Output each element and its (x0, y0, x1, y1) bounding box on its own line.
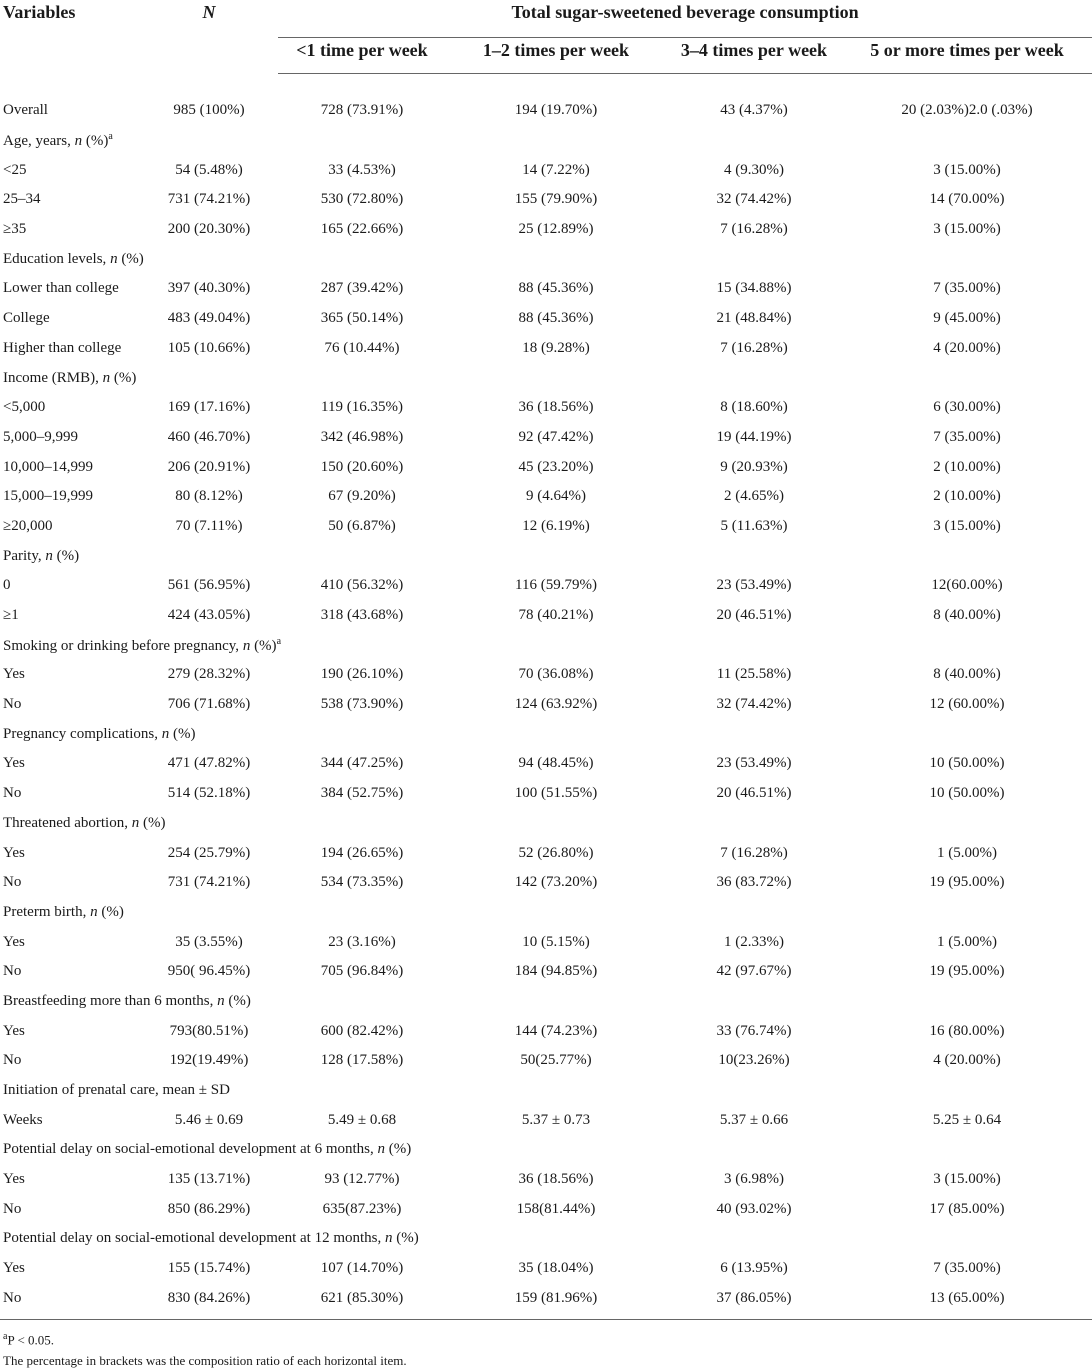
section-row (0, 126, 1092, 156)
table-cell: 200 (20.30%) (167, 221, 251, 238)
row-label: No (3, 1052, 22, 1069)
table-cell: 194 (19.70%) (514, 102, 598, 119)
table-row (0, 1046, 1092, 1076)
table-cell: 192(19.49%) (169, 1052, 249, 1069)
table-cell: 165 (22.66%) (320, 221, 404, 238)
table-cell: 483 (49.04%) (167, 310, 251, 327)
table-cell: 254 (25.79%) (167, 844, 251, 861)
table-cell: 14 (7.22%) (522, 161, 590, 178)
table-cell: 344 (47.25%) (320, 755, 404, 772)
section-label: Initiation of prenatal care, mean ± SD (3, 1082, 230, 1099)
table-cell: 194 (26.65%) (320, 844, 404, 861)
section-row (0, 541, 1092, 571)
table-cell: 19 (95.00%) (929, 874, 1005, 891)
table-row (0, 393, 1092, 423)
row-label: Yes (3, 933, 25, 950)
table-row (0, 304, 1092, 334)
table-cell: 7 (16.28%) (720, 844, 788, 861)
table-cell: 50 (6.87%) (328, 517, 396, 534)
table-cell: 169 (17.16%) (167, 399, 251, 416)
table-cell: 621 (85.30%) (278, 1284, 446, 1320)
table-cell: 850 (86.29%) (167, 1200, 251, 1217)
section-label: Age, years, n (%)$^a$ (3, 131, 113, 150)
table-cell: 365 (50.14%) (320, 310, 404, 327)
table-row (0, 452, 1092, 482)
table-cell: 206 (20.91%) (167, 458, 251, 475)
table-cell: 635(87.23%) (322, 1200, 402, 1217)
table-cell: 3 (6.98%) (724, 1171, 784, 1188)
table-cell: 23 (53.49%) (716, 577, 792, 594)
table-cell: 92 (47.42%) (518, 428, 594, 445)
table-row (0, 1284, 1092, 1320)
table-row (0, 601, 1092, 631)
table-cell: 155 (79.90%) (514, 191, 598, 208)
table-cell: 184 (94.85%) (514, 963, 598, 980)
section-label: Income (RMB), n (%) (3, 369, 137, 386)
row-label: No (3, 963, 22, 980)
section-label: Parity, n (%) (3, 547, 80, 564)
table-row (0, 482, 1092, 512)
table-cell: 10 (50.00%) (929, 785, 1005, 802)
table-row (0, 868, 1092, 898)
table-cell: 3 (15.00%) (933, 161, 1001, 178)
section-label: Smoking or drinking before pregnancy, n (%)$^a$ (3, 635, 282, 654)
table-cell: 3 (15.00%) (933, 517, 1001, 534)
table-cell: 20 (46.51%) (716, 607, 792, 624)
table-row (0, 334, 1092, 364)
table-cell: 128 (17.58%) (320, 1052, 404, 1069)
table-row (0, 1016, 1092, 1046)
table-cell: 514 (52.18%) (167, 785, 251, 802)
section-label: Preterm birth, n (%) (3, 903, 124, 920)
table-cell: 155 (15.74%) (167, 1260, 251, 1277)
table-cell: 23 (3.16%) (328, 933, 396, 950)
row-label: Lower than college (3, 280, 119, 297)
table-cell: 36 (18.56%) (518, 1171, 594, 1188)
table-cell: 88 (45.36%) (518, 280, 594, 297)
row-label: 15,000–19,999 (3, 488, 93, 505)
table-cell: 5.49 ± 0.68 (327, 1111, 397, 1128)
row-label: No (3, 785, 22, 802)
table-cell: 15 (34.88%) (716, 280, 792, 297)
table-cell: 2 (4.65%) (724, 488, 784, 505)
row-label: Weeks (3, 1111, 43, 1128)
table-cell: 3 (15.00%) (933, 221, 1001, 238)
row-label: 25–34 (3, 191, 41, 208)
table-cell: 342 (46.98%) (320, 428, 404, 445)
table-row (0, 215, 1092, 245)
section-row (0, 987, 1092, 1017)
table-cell: 424 (43.05%) (167, 607, 251, 624)
table-row (0, 749, 1092, 779)
table-cell: 100 (51.55%) (514, 785, 598, 802)
row-label: No (3, 1200, 22, 1217)
table-cell: 116 (59.79%) (515, 577, 597, 594)
table-cell: 12 (6.19%) (522, 517, 590, 534)
table-cell: 76 (10.44%) (324, 339, 400, 356)
table-cell: 13 (65.00%) (842, 1284, 1092, 1320)
table-body (0, 74, 1092, 1320)
table-cell: 318 (43.68%) (320, 607, 404, 624)
table-cell: 19 (44.19%) (716, 428, 792, 445)
table-cell: 54 (5.48%) (175, 161, 243, 178)
section-row (0, 244, 1092, 274)
note-sup: a (3, 1331, 8, 1342)
significance-note (3, 1326, 407, 1350)
table-cell: 1 (5.00%) (937, 933, 998, 950)
section-row (0, 719, 1092, 749)
table-cell: 50(25.77%) (520, 1052, 592, 1069)
table-cell: 159 (81.96%) (446, 1284, 666, 1320)
table-row (0, 957, 1092, 987)
table-row (0, 423, 1092, 453)
table-cell: 35 (18.04%) (518, 1260, 594, 1277)
table-cell: 10(23.26%) (718, 1052, 790, 1069)
table-cell: 40 (93.02%) (716, 1200, 792, 1217)
row-label: College (3, 310, 50, 327)
table-cell: 8 (40.00%) (933, 666, 1001, 683)
table-cell: 105 (10.66%) (167, 339, 251, 356)
table-row (0, 1105, 1092, 1135)
table-cell: 11 (25.58%) (716, 666, 792, 683)
table-cell: 37 (86.05%) (666, 1284, 842, 1320)
table-row (0, 1165, 1092, 1195)
table-cell: 9 (45.00%) (933, 310, 1001, 327)
row-label: Yes (3, 666, 25, 683)
table-cell: 33 (4.53%) (328, 161, 396, 178)
table-cell: 16 (80.00%) (929, 1022, 1005, 1039)
table-cell: 6 (30.00%) (933, 399, 1001, 416)
table-cell: 5.37 ± 0.73 (521, 1111, 591, 1128)
section-label: Breastfeeding more than 6 months, n (%) (3, 992, 251, 1009)
table-cell: 124 (63.92%) (514, 696, 598, 713)
table-cell: 36 (83.72%) (716, 874, 792, 891)
section-row (0, 1076, 1092, 1106)
table-row (0, 155, 1092, 185)
table-row (0, 571, 1092, 601)
table-cell: 7 (16.28%) (720, 221, 788, 238)
table-cell: 6 (13.95%) (720, 1260, 788, 1277)
row-label: ≥1 (3, 607, 19, 624)
section-row (0, 1224, 1092, 1254)
table-row (0, 1254, 1092, 1284)
table-cell: 9 (20.93%) (720, 458, 788, 475)
table-cell: 36 (18.56%) (518, 399, 594, 416)
table-cell: 19 (95.00%) (929, 963, 1005, 980)
table-cell: 8 (40.00%) (933, 607, 1001, 624)
table-cell: 830 (84.26%) (140, 1284, 278, 1320)
table-cell: 279 (28.32%) (167, 666, 251, 683)
section-label: Potential delay on social-emotional development at 6 months, n (%) (3, 1141, 412, 1158)
table-cell: 135 (13.71%) (167, 1171, 251, 1188)
table-cell: 287 (39.42%) (320, 280, 404, 297)
row-label: <25 (3, 161, 27, 178)
table-cell: 10 (50.00%) (929, 755, 1005, 772)
table-cell: 705 (96.84%) (320, 963, 404, 980)
table-cell: 88 (45.36%) (518, 310, 594, 327)
table-cell: 4 (20.00%) (933, 339, 1001, 356)
table-cell: 4 (20.00%) (933, 1052, 1001, 1069)
table-row (0, 779, 1092, 809)
section-row (0, 630, 1092, 660)
table-cell: 530 (72.80%) (320, 191, 404, 208)
table-cell: 410 (56.32%) (320, 577, 404, 594)
table-cell: 52 (26.80%) (518, 844, 594, 861)
table-cell: 5.37 ± 0.66 (719, 1111, 789, 1128)
table-cell: 70 (7.11%) (175, 517, 243, 534)
row-label: No (0, 1284, 140, 1320)
table-row (0, 274, 1092, 304)
table-cell: 32 (74.42%) (716, 191, 792, 208)
table-cell: 20 (2.03%)2.0 (.03%) (901, 102, 1033, 119)
table-cell: 80 (8.12%) (175, 488, 243, 505)
table-cell: 1 (5.00%) (937, 844, 998, 861)
table-cell: 731 (74.21%) (167, 874, 251, 891)
table-cell: 35 (3.55%) (175, 933, 243, 950)
table-cell: 471 (47.82%) (167, 755, 251, 772)
table-cell: 985 (100%) (173, 102, 245, 119)
table-cell: 158(81.44%) (516, 1200, 596, 1217)
table-cell: 731 (74.21%) (167, 191, 251, 208)
table-cell: 12(60.00%) (931, 577, 1003, 594)
table-cell: 2 (10.00%) (933, 488, 1001, 505)
header-col-3: 3–4 times per week (666, 38, 842, 74)
table-row (0, 512, 1092, 542)
table-cell: 17 (85.00%) (929, 1200, 1005, 1217)
table-cell: 23 (53.49%) (716, 755, 792, 772)
table-cell: 119 (16.35%) (321, 399, 403, 416)
row-label: ≥20,000 (3, 517, 53, 534)
row-label: Higher than college (3, 339, 122, 356)
row-label: ≥35 (3, 221, 27, 238)
note-text: P < 0.05. (7, 1332, 55, 1348)
table-cell: 78 (40.21%) (518, 607, 594, 624)
section-row (0, 1135, 1092, 1165)
table-cell: 33 (76.74%) (716, 1022, 792, 1039)
table-cell: 9 (4.64%) (526, 488, 586, 505)
row-label: Yes (3, 1171, 25, 1188)
header-variables: Variables (3, 2, 76, 22)
table-row (0, 74, 1092, 126)
table-cell: 706 (71.68%) (167, 696, 251, 713)
table-cell: 8 (18.60%) (720, 399, 788, 416)
row-label: Yes (3, 755, 25, 772)
table-cell: 561 (56.95%) (167, 577, 251, 594)
table-cell: 144 (74.23%) (514, 1022, 598, 1039)
table-cell: 10 (5.15%) (522, 933, 590, 950)
table-cell: 950( 96.45%) (167, 963, 251, 980)
table-cell: 600 (82.42%) (320, 1022, 404, 1039)
table-cell: 534 (73.35%) (320, 874, 404, 891)
table-row (0, 838, 1092, 868)
table-cell: 397 (40.30%) (167, 280, 251, 297)
row-label: Yes (3, 1022, 25, 1039)
table-cell: 538 (73.90%) (320, 696, 404, 713)
header-col-1: <1 time per week (278, 38, 446, 74)
row-label: <5,000 (3, 399, 46, 416)
table-row (0, 927, 1092, 957)
table-row (0, 1194, 1092, 1224)
table-cell: 5.46 ± 0.69 (174, 1111, 244, 1128)
table-cell: 2 (10.00%) (933, 458, 1001, 475)
table-cell: 5 (11.63%) (720, 517, 788, 534)
table-cell: 190 (26.10%) (320, 666, 404, 683)
section-label: Pregnancy complications, n (%) (3, 725, 196, 742)
row-label: No (3, 874, 22, 891)
table-cell: 3 (15.00%) (933, 1171, 1001, 1188)
header-col-2: 1–2 times per week (446, 38, 666, 74)
table-cell: 70 (36.08%) (518, 666, 594, 683)
row-label: No (3, 696, 22, 713)
table-cell: 12 (60.00%) (929, 696, 1005, 713)
table-cell: 43 (4.37%) (720, 102, 788, 119)
table-cell: 25 (12.89%) (518, 221, 594, 238)
table-cell: 7 (35.00%) (933, 1260, 1001, 1277)
header-group: Total sugar-sweetened beverage consumption (278, 0, 1092, 38)
row-label: Overall (3, 102, 48, 119)
row-label: Yes (3, 844, 25, 861)
table-cell: 1 (2.33%) (724, 933, 784, 950)
table-cell: 7 (35.00%) (933, 280, 1001, 297)
table-cell: 21 (48.84%) (716, 310, 792, 327)
table-cell: 7 (35.00%) (933, 428, 1001, 445)
table-cell: 67 (9.20%) (328, 488, 396, 505)
table-notes (3, 1326, 407, 1371)
table-cell: 4 (9.30%) (724, 161, 784, 178)
section-row (0, 809, 1092, 839)
table-cell: 460 (46.70%) (167, 428, 251, 445)
table-row (0, 185, 1092, 215)
section-label: Education levels, n (%) (3, 250, 144, 267)
table-row (0, 690, 1092, 720)
header-n: N (202, 2, 216, 22)
table-cell: 32 (74.42%) (716, 696, 792, 713)
table-cell: 94 (48.45%) (518, 755, 594, 772)
table-cell: 18 (9.28%) (522, 339, 590, 356)
table-cell: 14 (70.00%) (929, 191, 1005, 208)
table-cell: 7 (16.28%) (720, 339, 788, 356)
table-row (0, 660, 1092, 690)
section-label: Potential delay on social-emotional development at 12 months, n (%) (3, 1230, 419, 1247)
table-cell: 728 (73.91%) (320, 102, 404, 119)
row-label: 5,000–9,999 (3, 428, 78, 445)
section-label: Threatened abortion, n (%) (3, 814, 166, 831)
row-label: Yes (3, 1260, 25, 1277)
table-cell: 793(80.51%) (169, 1022, 249, 1039)
table-cell: 150 (20.60%) (320, 458, 404, 475)
table-cell: 107 (14.70%) (320, 1260, 404, 1277)
header-col-4: 5 or more times per week (842, 38, 1092, 74)
table-cell: 5.25 ± 0.64 (932, 1111, 1002, 1128)
table-cell: 42 (97.67%) (716, 963, 792, 980)
table-cell: 20 (46.51%) (716, 785, 792, 802)
composition-note: The percentage in brackets was the composition ratio of each horizontal item. (3, 1353, 407, 1369)
row-label: 0 (3, 577, 11, 594)
section-row (0, 898, 1092, 928)
table-cell: 384 (52.75%) (320, 785, 404, 802)
row-label: 10,000–14,999 (3, 458, 93, 475)
table-cell: 93 (12.77%) (324, 1171, 400, 1188)
section-row (0, 363, 1092, 393)
table-cell: 142 (73.20%) (514, 874, 598, 891)
table-cell: 45 (23.20%) (518, 458, 594, 475)
